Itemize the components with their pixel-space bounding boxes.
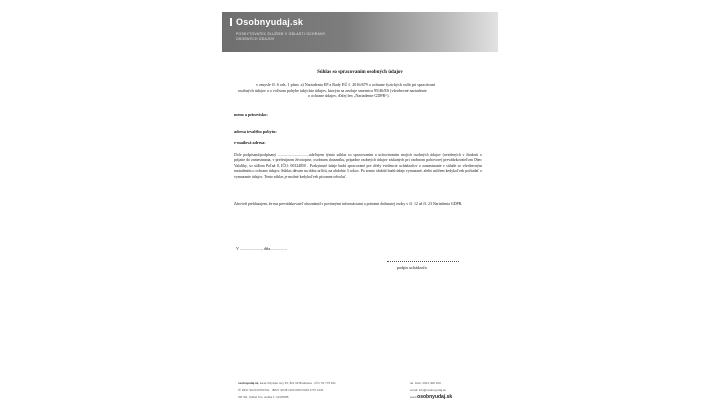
field-address-label: adresa trvalého pobytu: [234,129,277,134]
footer-company-info [238,380,388,401]
acknowledgement-paragraph: Zároveň prehlasujem, že ma prevádzkovateľ oboznámil s povinnými informáciami a právami dotknutej osoby v čl. 12 až čl. 23 Nariadenia GDPR. [234,202,463,206]
document-title: Súhlas so spracovaním osobných údajov [317,70,403,75]
footer-email: email: info@osobnyudaj.sk [410,388,446,392]
intro-line-3: o ochrane údajov, ďalej len „Nariadenie GDPR“). [308,93,390,99]
footer-web-prefix: www. [410,395,418,399]
footer-company-name: osobnyudaj.sk, s.r.o. [238,381,267,385]
signature-line [387,261,459,262]
footer-line-3: OR SR, Oddiel Sro, vložka č. 123456/B [238,395,289,399]
intro-line-1: v zmysle čl. 6 ods. 1 písm. a) Nariadenia EP a Rady EÚ č. 2016/679 o ochrane fyzických osôb pri spracúvaní [256,82,436,87]
footer-web-brand: osobnyudaj.sk [417,394,453,400]
footer-line-2: IČ DPH: SK2120764791 · IBAN: SK38 1100 0000 0029 4707 1234 [238,388,324,392]
place-date-line: V ....................., dňa................ [236,246,287,251]
intro-line-2: osobných údajov a o voľnom pohybe takýchto údajov, ktorým sa zrušuje smernica 95/46/ES (všeobecné nariadenie [238,87,427,93]
field-name-label: meno a priezvisko: [234,112,268,117]
logo-bar-icon [230,18,232,26]
footer-contact [410,380,490,401]
brand-logo [230,17,303,27]
document-page [222,12,498,418]
consent-paragraph: Dole podpísaná/podpísaný ................................udeľujem týmto súhlas so spracovaním a uchovávaním mojich osobných údajov (uvedených v žiadosti o prijatie do zamestnania, v prefesijnom životopise, osobnom dotazníku, prípadne osobných údajov získaných pri osobnom pohovore) prevádzkovateľom Obec Valaliky, so sídlom Poľná 8, IČO: 00324850 . Poskytnuté údaje budú spracované pre účely evidencie uchádzačov o zamestnanie v súlade so všeobecným nariadením o ochrane údajov. Súhlas dávam na dobu určitú, na obdobie 3 rokov. Po tomto období budú údaje vymazané, alebo môžem kedykoľvek požiadať o vymazanie údajov. Tento súhlas je možné kedykoľvek písomne odvolať. [234,153,482,179]
field-email-label: e-mailová adresa: [234,140,266,145]
footer-phone: tel. číslo: 0911 400 400 [410,381,441,385]
letterhead-banner [222,12,498,52]
intro-text [238,82,458,99]
signature-label: podpis uchádzača [397,265,427,270]
brand-tagline: POSKYTOVATEĽ SLUŽIEB V OBLASTI OCHRANY OSOBNÝCH ÚDAJOV [236,32,326,41]
footer-web [410,394,490,401]
brand-name: Osobnyudaj.sk [236,17,304,27]
footer-line-1: Mlynské nivy 45, 821 09 Bratislava · IČO: 51 779 621 [267,381,336,385]
